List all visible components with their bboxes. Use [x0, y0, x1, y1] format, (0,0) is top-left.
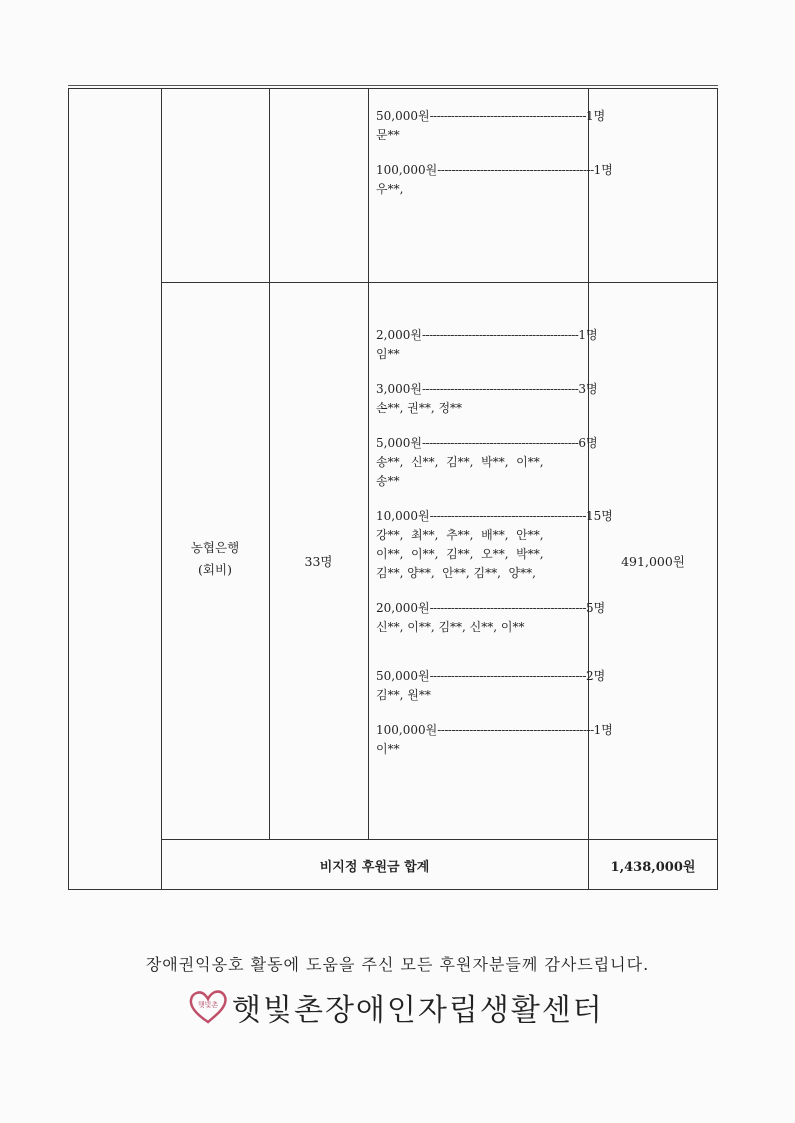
dash-leader: --------------------------------------------	[429, 109, 586, 123]
donation-row	[376, 667, 606, 705]
donation-row	[376, 161, 613, 199]
donation-row	[376, 434, 598, 491]
donor-names: 신**, 이**, 김**, 신**, 이**	[376, 620, 525, 634]
dash-leader: --------------------------------------------	[429, 669, 586, 683]
donation-row	[376, 599, 606, 637]
account-sub: (회비)	[198, 562, 232, 577]
table-row-divider	[161, 282, 718, 283]
donor-names: 송**, 신**, 김**, 박**, 이**, 송**	[376, 455, 544, 488]
donation-amount: 50,000원	[376, 109, 430, 123]
donation-row	[376, 107, 606, 145]
nh-donation-list	[376, 326, 613, 775]
donation-count: 6명	[578, 436, 598, 450]
donation-amount: 2,000원	[376, 328, 422, 342]
donation-amount: 5,000원	[376, 436, 422, 450]
dash-leader: --------------------------------------------	[429, 509, 586, 523]
account-name: 농협은행	[190, 540, 240, 555]
donation-amount: 100,000원	[376, 163, 438, 177]
donation-amount: 50,000원	[376, 669, 430, 683]
donation-count: 15명	[586, 509, 613, 523]
account-name-cell	[161, 537, 269, 581]
donation-amount: 3,000원	[376, 382, 422, 396]
table-col-divider	[588, 88, 589, 890]
donation-count: 1명	[593, 163, 613, 177]
thanks-message: 장애권익옹호 활동에 도움을 주신 모든 후원자분들께 감사드립니다.	[145, 955, 650, 974]
donation-amount: 100,000원	[376, 723, 438, 737]
donation-row	[376, 721, 613, 759]
total-label: 비지정 후원금 합계	[319, 860, 430, 875]
table-row-divider	[161, 839, 718, 840]
person-count: 33명	[304, 554, 333, 569]
donor-names: 강**, 최**, 추**, 배**, 안**, 이**, 이**, 김**, 오**, 박**, 김**, 양**, 안**, 김**, 양**,	[376, 528, 544, 580]
heart-logo-icon	[188, 988, 228, 1026]
donation-row	[376, 380, 598, 418]
table-col-divider	[269, 88, 270, 839]
dash-leader: --------------------------------------------	[421, 328, 579, 342]
logo-text: 햇빛촌	[197, 1001, 219, 1009]
donation-row	[376, 326, 598, 364]
donor-names: 이**	[376, 742, 400, 756]
donation-count: 1명	[586, 109, 606, 123]
donation-row	[376, 507, 613, 583]
org-name: 햇빛촌장애인자립생활센터	[232, 993, 604, 1028]
account-total: 491,000원	[621, 554, 685, 569]
table-col-divider	[368, 88, 369, 839]
donor-names: 문**	[376, 128, 400, 142]
donor-names: 손**, 권**, 정**	[376, 401, 463, 415]
donor-names: 임**	[376, 347, 400, 361]
donation-count: 1명	[593, 723, 613, 737]
page-top-rule	[68, 85, 718, 86]
donation-amount: 10,000원	[376, 509, 430, 523]
upper-donation-list	[376, 107, 613, 215]
donor-names: 우**,	[376, 182, 404, 196]
dash-leader: --------------------------------------------	[437, 163, 594, 177]
dash-leader: --------------------------------------------	[437, 723, 594, 737]
org-signature	[188, 985, 604, 1029]
dash-leader: --------------------------------------------	[421, 382, 579, 396]
dash-leader: --------------------------------------------	[429, 601, 586, 615]
donation-count: 5명	[586, 601, 606, 615]
donation-count: 2명	[586, 669, 606, 683]
dash-leader: --------------------------------------------	[421, 436, 579, 450]
donor-names: 김**, 원**	[376, 688, 431, 702]
total-value: 1,438,000원	[610, 860, 696, 875]
table-col-divider	[161, 88, 162, 890]
donation-amount: 20,000원	[376, 601, 430, 615]
donation-count: 1명	[578, 328, 598, 342]
donation-count: 3명	[578, 382, 598, 396]
